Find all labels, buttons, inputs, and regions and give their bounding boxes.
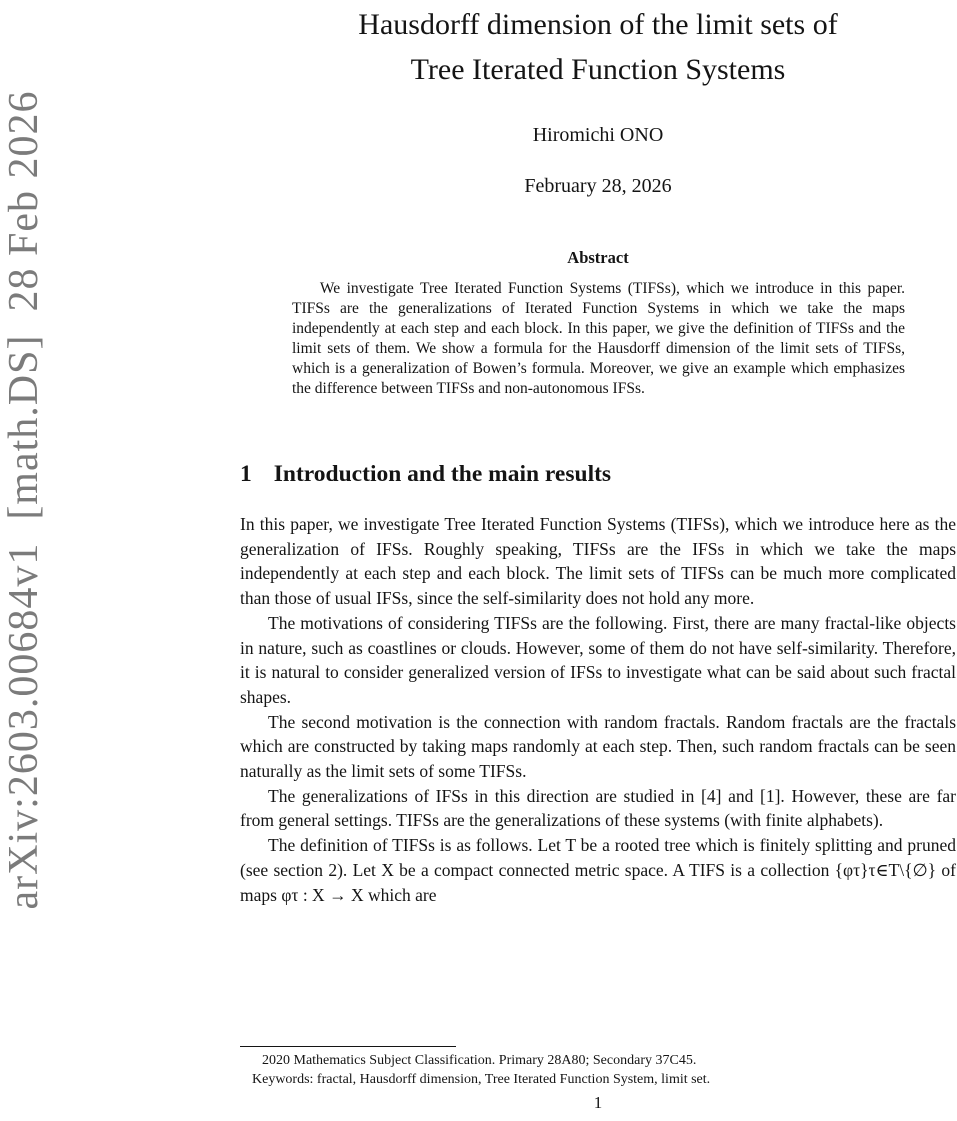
body-paragraph: The second motivation is the connection with random fractals. Random fractals are the fractals which are constructed by taking maps randomly at each step. Then, such random fractals can be seen naturally as the limit sets of some TIFSs.: [240, 711, 956, 782]
footnote-msc: 2020 Mathematics Subject Classification. Primary 28A80; Secondary 37C45.: [262, 1053, 697, 1068]
footnote-block: [240, 1051, 956, 1089]
section-number: 1: [240, 461, 252, 487]
body-paragraph: In this paper, we investigate Tree Iterated Function Systems (TIFSs), which we introduce here as the generalization of IFSs. Roughly speaking, TIFSs are the IFSs in which we take the maps independently at each step and each block. The limit sets of TIFSs can be much more complicated than those of usual IFSs, since the self-similarity does not hold any more.: [240, 514, 956, 609]
author-name: Hiromichi ONO: [532, 124, 664, 146]
body-paragraph: The generalizations of IFSs in this direction are studied in [4] and [1]. However, these are far from general settings. TIFSs are the generalizations of these systems (with finite alphabets).: [240, 785, 956, 831]
arxiv-watermark: arXiv:2603.00684v1 [math.DS] 28 Feb 2026: [1, 90, 47, 910]
page-number: 1: [593, 1093, 603, 1112]
paper-date: February 28, 2026: [524, 175, 672, 197]
footnote-keywords: Keywords: fractal, Hausdorff dimension, Tree Iterated Function System, limit set.: [252, 1072, 711, 1087]
section-heading: [240, 461, 956, 488]
paper-content: [240, 0, 956, 907]
abstract-block: [240, 248, 956, 399]
footnote-divider: [240, 1046, 456, 1047]
paper-title-line-1: Hausdorff dimension of the limit sets of: [358, 8, 838, 41]
body-paragraph: The definition of TIFSs is as follows. Let T be a rooted tree which is finitely splitting and pruned (see section 2). Let X be a compact connected metric space. A TIFS is a collection {φτ}τ∈T\{∅} of maps φτ : X → X which are: [240, 835, 956, 905]
paper-title-line-2: Tree Iterated Function Systems: [410, 53, 786, 86]
section-title: Introduction and the main results: [273, 461, 612, 487]
paper-title: [240, 2, 956, 92]
body-paragraph: The motivations of considering TIFSs are the following. First, there are many fractal-like objects in nature, such as coastlines or clouds. However, some of them do not have self-similarity. Therefore, it is natural to consider generalized version of IFSs to investigate what can be said about such fractal shapes.: [240, 612, 956, 707]
abstract-heading: Abstract: [567, 248, 629, 267]
abstract-text: We investigate Tree Iterated Function Systems (TIFSs), which we introduce in this paper. TIFSs are the generalizations of Iterated Function Systems in which we take the maps independently at each step and each block. In this paper, we give the definition of TIFSs and the limit sets of them. We show a formula for the Hausdorff dimension of the limit sets of TIFSs, which is a generalization of Bowen’s formula. Moreover, we give an example which emphasizes the difference between TIFSs and non-autonomous IFSs.: [292, 280, 905, 397]
